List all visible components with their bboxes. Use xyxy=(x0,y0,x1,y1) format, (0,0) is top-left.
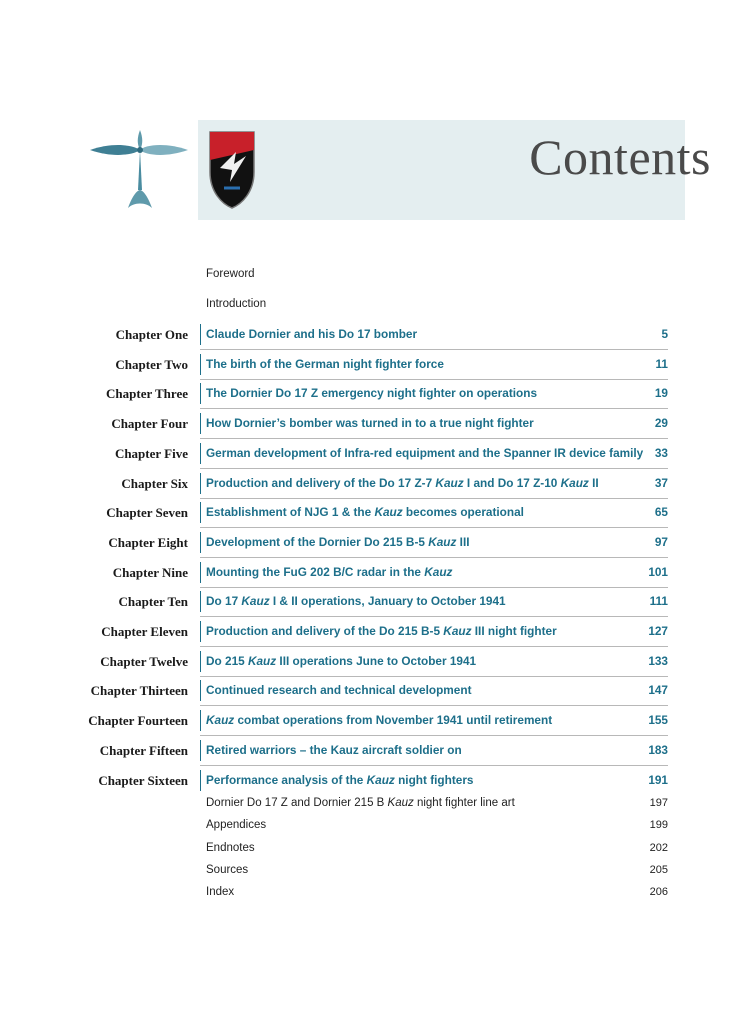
back-matter-title[interactable] xyxy=(206,797,515,809)
title-text: Production and delivery of the Do 215 B-5 xyxy=(206,624,444,638)
page-title: Contents xyxy=(529,129,711,185)
back-matter-title[interactable] xyxy=(206,864,248,876)
chapter-label: Chapter Ten xyxy=(118,594,188,610)
chapter-page-number: 5 xyxy=(661,327,668,341)
back-matter-row[interactable] xyxy=(0,794,751,816)
back-matter-row[interactable] xyxy=(0,861,751,883)
chapter-divider-bar xyxy=(200,532,201,553)
title-text: Appendices xyxy=(206,819,267,832)
chapter-title[interactable] xyxy=(206,594,506,608)
chapter-divider-bar xyxy=(200,502,201,523)
chapter-label: Chapter Nine xyxy=(112,564,188,580)
chapter-row[interactable] xyxy=(0,736,751,766)
chapter-row[interactable] xyxy=(0,320,751,350)
italic-term: Kauz xyxy=(374,505,403,520)
chapter-title[interactable] xyxy=(206,743,462,757)
italic-term: Kauz xyxy=(443,624,472,638)
chapter-page-number: 111 xyxy=(649,594,668,609)
title-text: Index xyxy=(206,886,235,899)
chapter-page-number: 155 xyxy=(648,713,668,728)
chapter-page-number: 19 xyxy=(654,386,668,401)
title-text: Production and delivery of the Do 17 Z-7 xyxy=(206,475,436,490)
chapter-divider-bar xyxy=(200,651,201,672)
title-text: Claude Dornier and his Do 17 bomber xyxy=(206,327,418,341)
chapter-row[interactable] xyxy=(0,350,751,380)
title-text: How Dornier’s bomber was turned in to a true night fighter xyxy=(206,416,534,431)
chapter-row[interactable] xyxy=(0,587,751,617)
back-matter-row[interactable] xyxy=(0,839,751,861)
italic-term: Kauz xyxy=(428,534,457,549)
back-matter-title[interactable] xyxy=(206,819,266,831)
chapter-page-number: 127 xyxy=(648,624,668,638)
chapter-row[interactable] xyxy=(0,766,751,796)
title-text: Endnotes xyxy=(206,841,255,854)
italic-term: Kauz xyxy=(206,713,235,728)
back-matter-page-number: 197 xyxy=(649,797,668,809)
title-text: I & II operations, January to October 1941 xyxy=(269,594,506,609)
title-text: Continued research and technical development xyxy=(206,683,472,698)
title-text: night fighters xyxy=(394,772,474,787)
chapter-title[interactable] xyxy=(206,654,476,668)
chapter-label: Chapter Five xyxy=(114,445,188,461)
chapter-row[interactable] xyxy=(0,706,751,736)
chapter-title[interactable] xyxy=(206,446,643,460)
back-matter-row[interactable] xyxy=(0,816,751,838)
chapter-row[interactable] xyxy=(0,379,751,409)
chapter-title[interactable] xyxy=(206,505,524,519)
chapter-label: Chapter One xyxy=(115,327,188,342)
chapter-page-number: 11 xyxy=(655,356,668,371)
chapter-divider-bar xyxy=(200,562,201,583)
front-matter-introduction[interactable]: Introduction xyxy=(206,298,267,310)
italic-term: Kauz xyxy=(387,797,414,809)
chapter-label: Chapter Four xyxy=(111,416,188,432)
chapter-label: Chapter Fourteen xyxy=(88,713,188,729)
chapter-label: Chapter Eleven xyxy=(101,624,188,639)
chapter-title[interactable] xyxy=(206,713,552,727)
chapter-divider-bar xyxy=(200,383,201,404)
chapter-page-number: 191 xyxy=(648,772,668,787)
dornier-aircraft-logo-icon xyxy=(88,128,190,214)
title-text: III night fighter xyxy=(471,624,557,638)
italic-term: Kauz xyxy=(560,475,589,490)
chapter-divider-bar xyxy=(200,354,201,375)
title-text: Sources xyxy=(206,863,249,876)
title-text: I and Do 17 Z-10 xyxy=(463,475,561,490)
chapter-label: Chapter Eight xyxy=(108,534,188,550)
chapter-label: Chapter Fifteen xyxy=(99,742,188,758)
chapter-title[interactable] xyxy=(206,327,417,341)
chapter-label: Chapter Three xyxy=(106,386,188,402)
chapter-divider-bar xyxy=(200,621,201,642)
chapter-page-number: 33 xyxy=(654,445,668,460)
unit-shield-emblem-icon xyxy=(208,130,256,210)
chapter-page-number: 97 xyxy=(654,534,668,549)
chapter-divider-bar xyxy=(200,473,201,494)
chapter-divider-bar xyxy=(200,443,201,464)
chapter-label: Chapter Two xyxy=(115,356,188,372)
chapter-row[interactable] xyxy=(0,528,751,558)
chapter-page-number: 65 xyxy=(654,505,668,520)
front-matter-foreword[interactable]: Foreword xyxy=(206,268,255,280)
title-text: Performance analysis of the xyxy=(206,772,367,787)
back-matter-row[interactable] xyxy=(0,883,751,905)
title-text: The birth of the German night fighter force xyxy=(206,356,444,371)
back-matter-page-number: 199 xyxy=(649,819,668,832)
chapter-page-number: 147 xyxy=(648,683,668,698)
title-text: The Dornier Do 17 Z emergency night fighter on operations xyxy=(206,386,538,401)
chapter-divider-bar xyxy=(200,710,201,731)
chapter-page-number: 37 xyxy=(654,475,668,490)
back-matter-title[interactable] xyxy=(206,842,255,854)
back-matter-title[interactable] xyxy=(206,886,234,898)
chapter-title[interactable] xyxy=(206,565,452,579)
italic-term: Kauz xyxy=(366,772,395,787)
chapter-row[interactable] xyxy=(0,409,751,439)
title-text: Retired warriors – the Kauz aircraft soldier on xyxy=(206,742,462,757)
chapter-title[interactable] xyxy=(206,476,599,490)
chapter-page-number: 29 xyxy=(654,416,668,431)
chapter-divider-bar xyxy=(200,413,201,434)
chapter-title[interactable] xyxy=(206,535,470,549)
title-text: III operations June to October 1941 xyxy=(276,653,477,668)
back-matter-page-number: 205 xyxy=(649,863,668,876)
italic-term: Kauz xyxy=(424,564,453,579)
chapter-divider-bar xyxy=(200,740,201,761)
chapter-label: Chapter Sixteen xyxy=(98,772,188,788)
chapter-divider-bar xyxy=(200,324,201,345)
chapter-page-number: 133 xyxy=(648,653,668,668)
title-text: combat operations from November 1941 until retirement xyxy=(234,713,553,728)
chapter-row[interactable] xyxy=(0,498,751,528)
title-text: Dornier Do 17 Z and Dornier 215 B xyxy=(206,797,388,809)
chapter-title[interactable] xyxy=(206,416,534,430)
italic-term: Kauz xyxy=(247,653,277,668)
chapter-title[interactable] xyxy=(206,357,444,371)
title-text: German development of Infra-red equipment and the Spanner IR device family xyxy=(206,445,644,460)
title-text: Do 215 xyxy=(206,653,248,668)
title-text: becomes operational xyxy=(402,505,524,520)
chapter-divider-bar xyxy=(200,591,201,612)
chapter-row[interactable] xyxy=(0,617,751,647)
chapter-row[interactable] xyxy=(0,676,751,706)
title-text: III xyxy=(456,534,470,549)
title-text: Mounting the FuG 202 B/C radar in the xyxy=(206,564,425,579)
chapter-page-number: 183 xyxy=(648,742,668,757)
chapter-title[interactable] xyxy=(206,773,473,787)
title-text: Development of the Dornier Do 215 B-5 xyxy=(206,534,429,549)
chapter-title[interactable] xyxy=(206,624,557,638)
back-matter-page-number: 206 xyxy=(649,886,668,899)
chapter-row[interactable] xyxy=(0,558,751,588)
back-matter-page-number: 202 xyxy=(649,841,668,854)
chapter-divider-bar xyxy=(200,680,201,701)
title-text: night fighter line art xyxy=(413,797,515,809)
chapter-row[interactable] xyxy=(0,469,751,499)
chapter-title[interactable] xyxy=(206,683,472,697)
chapter-label: Chapter Seven xyxy=(106,505,188,521)
italic-term: Kauz xyxy=(435,475,464,490)
chapter-label: Chapter Thirteen xyxy=(90,683,188,699)
title-text: Establishment of NJG 1 & the xyxy=(206,505,375,520)
chapter-page-number: 101 xyxy=(648,564,668,579)
title-text: II xyxy=(588,475,599,490)
chapter-row[interactable] xyxy=(0,439,751,469)
chapter-label: Chapter Six xyxy=(121,475,188,491)
italic-term: Kauz xyxy=(241,594,270,609)
chapter-row[interactable] xyxy=(0,647,751,677)
chapter-title[interactable] xyxy=(206,386,537,400)
title-text: Do 17 xyxy=(206,594,242,609)
chapter-label: Chapter Twelve xyxy=(100,653,188,669)
chapter-divider-bar xyxy=(200,770,201,791)
